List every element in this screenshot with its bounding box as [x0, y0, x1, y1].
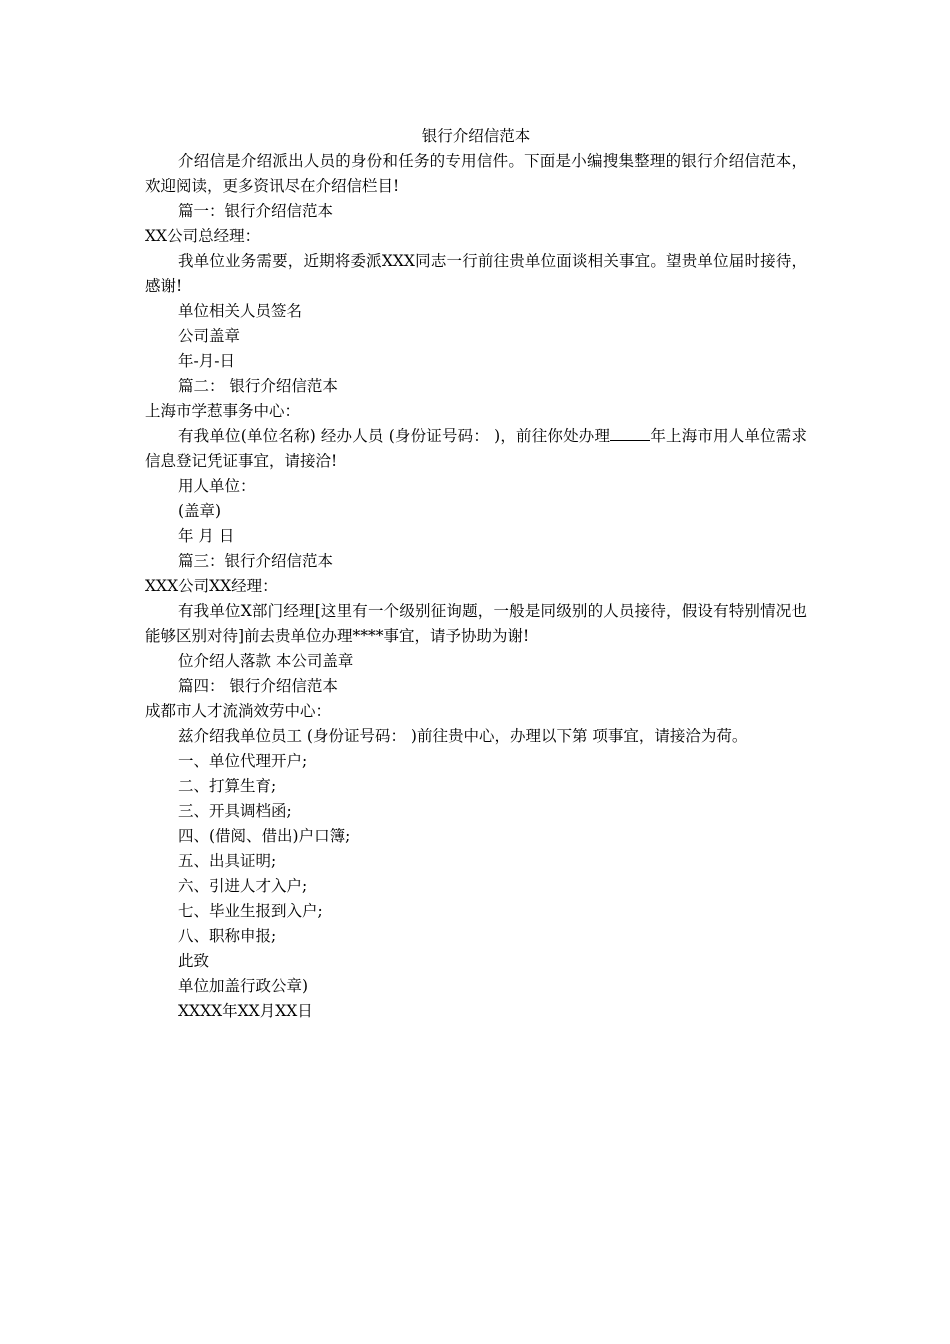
list-item: 四、(借阅、借出)户口簿; [178, 827, 351, 845]
section3-recipient: XXX公司XX经理： [145, 577, 278, 595]
list-item: 三、开具调档函; [178, 802, 292, 820]
section2-date: 年 月 日 [178, 527, 235, 545]
section1-date: 年-月-日 [178, 352, 235, 370]
section2-recipient: 上海市学惹事务中心： [145, 402, 301, 420]
document-page [145, 124, 807, 1024]
section4-seal: 单位加盖行政公章) [178, 977, 309, 995]
section4-closing: 此致 [178, 952, 210, 970]
section2-seal: (盖章) [178, 502, 222, 520]
list-item: 七、毕业生报到入户; [178, 902, 323, 920]
section3-heading: 篇三：银行介绍信范本 [178, 552, 334, 570]
section4-recipient: 成都市人才流淌效劳中心： [145, 702, 332, 720]
list-item: 八、职称申报; [178, 927, 277, 945]
section2-employer: 用人单位： [178, 477, 256, 495]
section1-seal: 公司盖章 [178, 327, 241, 345]
section3-signoff: 位介绍人落款 本公司盖章 [178, 652, 354, 670]
section2-heading: 篇二： 银行介绍信范本 [178, 377, 338, 395]
fill-in-blank [610, 426, 650, 441]
list-item: 五、出具证明; [178, 852, 277, 870]
list-item: 一、单位代理开户; [178, 752, 308, 770]
section2-body-part1: 有我单位(单位名称) 经办人员 (身份证号码： )，前往你处办理 [178, 427, 611, 445]
section1-heading: 篇一：银行介绍信范本 [178, 202, 334, 220]
section4-body: 兹介绍我单位员工 (身份证号码： )前往贵中心，办理以下第 项事宜，请接洽为荷。 [178, 727, 748, 745]
section2-body-part2: 年上海市用人单位需求信息登记凭证事宜，请接洽! [145, 427, 807, 470]
document-title: 银行介绍信范本 [421, 127, 531, 145]
section1-body: 我单位业务需要，近期将委派XXX同志一行前往贵单位面谈相关事宜。望贵单位届时接待，感谢! [145, 252, 807, 295]
list-item: 六、引进人才入户; [178, 877, 308, 895]
section2-body [145, 424, 807, 474]
section3-body: 有我单位X部门经理[这里有一个级别征询题，一般是同级别的人员接待，假设有特别情况也能够区别对待]前去贵单位办理****事宜，请予协助为谢! [145, 602, 807, 645]
section1-recipient: XX公司总经理： [145, 227, 261, 245]
section1-signature: 单位相关人员签名 [178, 302, 303, 320]
intro-paragraph: 介绍信是介绍派出人员的身份和任务的专用信件。下面是小编搜集整理的银行介绍信范本，欢迎阅读，更多资讯尽在介绍信栏目! [145, 152, 807, 195]
section4-heading: 篇四： 银行介绍信范本 [178, 677, 338, 695]
list-item: 二、打算生育; [178, 777, 277, 795]
section4-date: XXXX年XX月XX日 [178, 1002, 313, 1020]
